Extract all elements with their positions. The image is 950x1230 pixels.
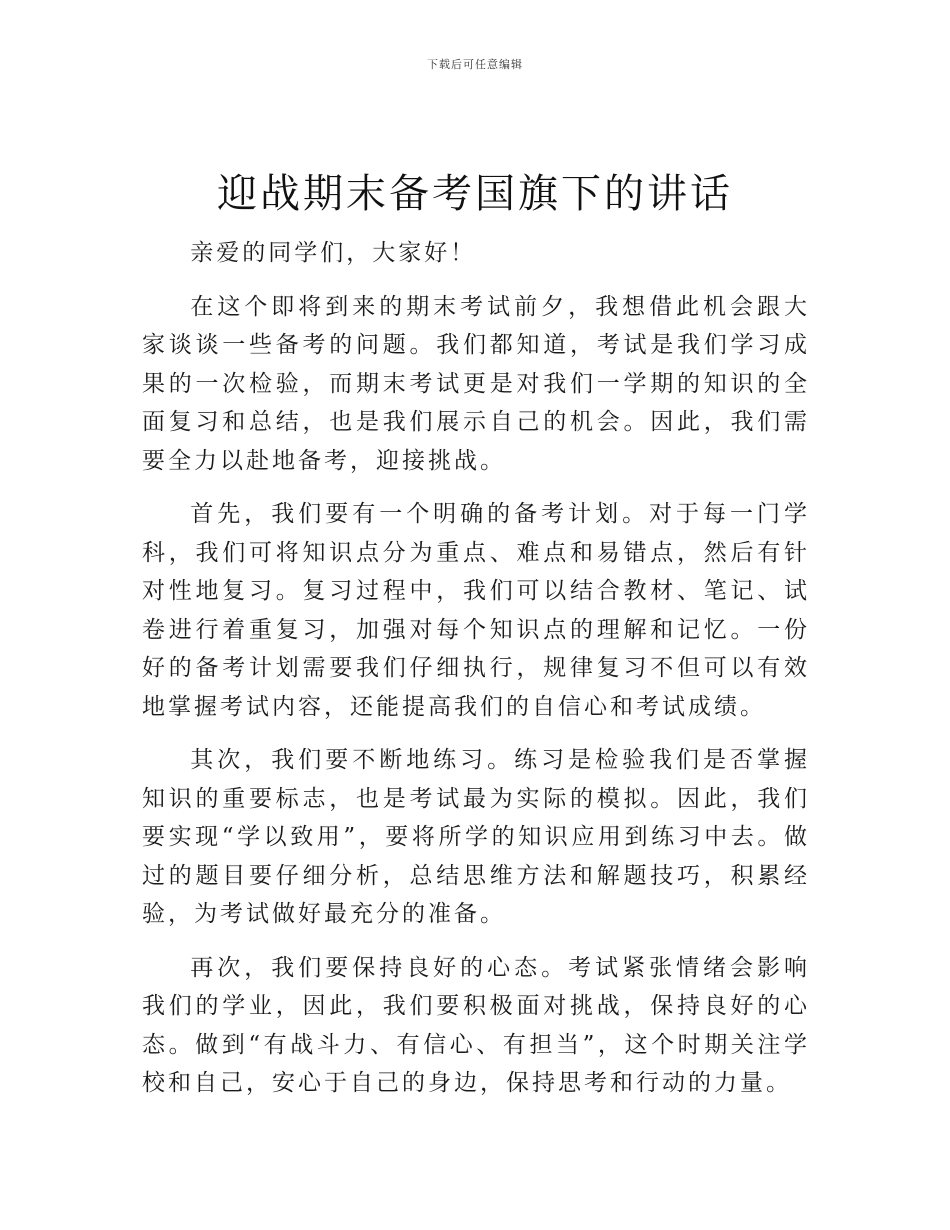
paragraph-2: 首先，我们要有一个明确的备考计划。对于每一门学科，我们可将知识点分为重点、难点和易错点，然后有针对性地复习。复习过程中，我们可以结合教材、笔记、试卷进行着重复习，加强对每个知识点的理解和记忆。一份好的备考计划需要我们仔细执行，规律复习不但可以有效地掌握考试内容，还能提高我们的自信心和考试成绩。 [142, 501, 810, 720]
document-body [142, 234, 810, 1118]
paragraph-3: 其次，我们要不断地练习。练习是检验我们是否掌握知识的重要标志，也是考试最为实际的模拟。因此，我们要实现“学以致用”，要将所学的知识应用到练习中去。做过的题目要仔细分析，总结思维方法和解题技巧，积累经验，为考试做好最充分的准备。 [142, 747, 810, 927]
document-title: 迎战期末备考国旗下的讲话 [217, 171, 733, 217]
paragraph-4: 再次，我们要保持良好的心态。考试紧张情绪会影响我们的学业，因此，我们要积极面对挑战，保持良好的心态。做到“有战斗力、有信心、有担当”，这个时期关注学校和自己，安心于自己的身边，保持思考和行动的力量。 [142, 954, 810, 1096]
paragraph-1: 在这个即将到来的期末考试前夕，我想借此机会跟大家谈谈一些备考的问题。我们都知道，考试是我们学习成果的一次检验，而期末考试更是对我们一学期的知识的全面复习和总结，也是我们展示自己的机会。因此，我们需要全力以赴地备考，迎接挑战。 [142, 293, 810, 474]
greeting: 亲爱的同学们，大家好！ [190, 240, 477, 266]
header-note: 下载后可任意编辑 [427, 58, 523, 71]
